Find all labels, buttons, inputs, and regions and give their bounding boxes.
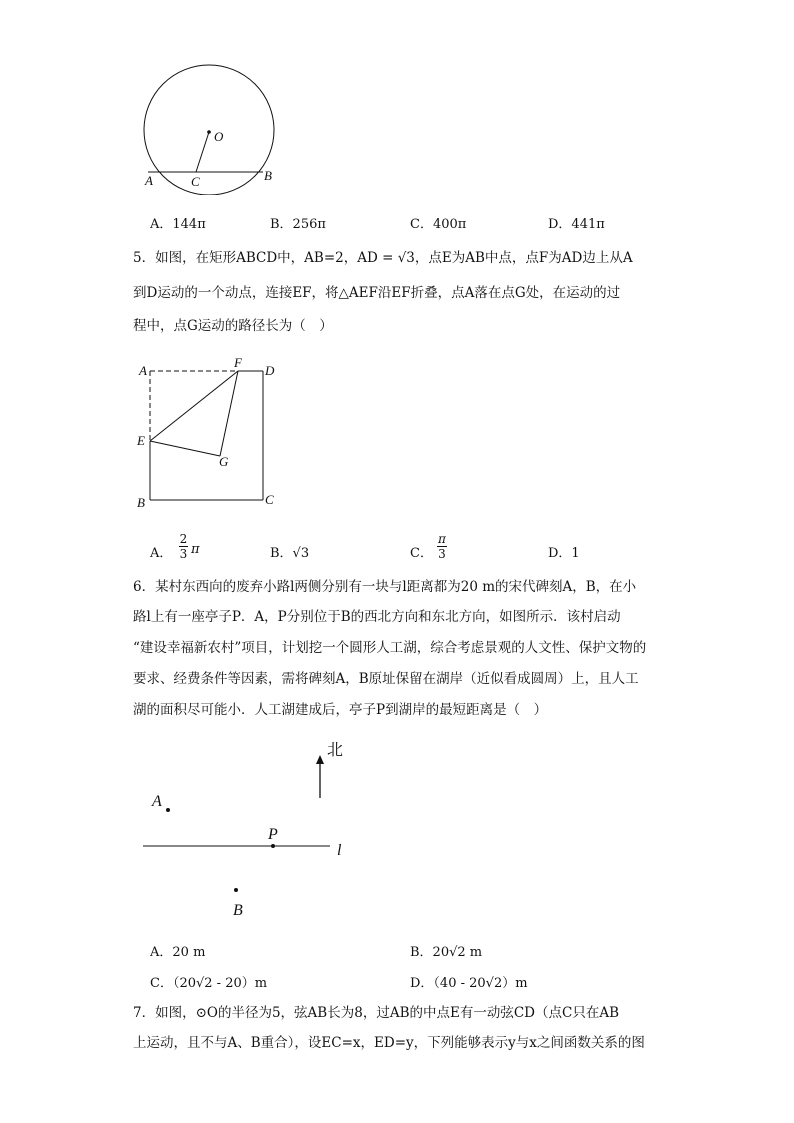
q5-line-2: 到D运动的一个动点，连接EF，将△AEF沿EF折叠，点A落在点G处，在运动的过 [133, 285, 621, 301]
point-p [271, 844, 275, 848]
q6-option-b: B．20√2 m [410, 945, 483, 960]
q4-option-d: D．441π [548, 217, 605, 232]
label-p: P [268, 826, 278, 843]
north-arrow-head [316, 755, 324, 764]
q6-line-2: 路l上有一座亭子P．A，P分别位于B的西北方向和东北方向，如图所示．该村启动 [133, 609, 621, 625]
label-f: F [234, 355, 242, 370]
q6-line-3: “建设幸福新农村”项目，计划挖一个圆形人工湖，综合考虑景观的人文性、保护文物的 [133, 640, 647, 656]
label-b: B [233, 902, 243, 919]
center-point-o [207, 130, 211, 134]
segment-eg [150, 441, 220, 456]
label-a: A [145, 173, 153, 188]
q6-option-d: D．（40 - 20√2）m [410, 976, 528, 991]
q5-option-b: B．√3 [270, 546, 310, 561]
q5-line-3: 程中，点G运动的路径长为（ ） [133, 318, 333, 334]
label-l: l [337, 842, 342, 859]
label-e: E [137, 433, 145, 448]
rectangle-figure [135, 355, 285, 515]
lake-figure [135, 730, 365, 925]
q4-option-b: B．256π [270, 217, 326, 232]
label-north: 北 [327, 742, 344, 759]
label-d: D [265, 363, 275, 378]
point-b [234, 888, 238, 892]
q7-line-2: 上运动，且不与A、B重合），设EC=x，ED=y，下列能够表示y与x之间函数关系的图 [133, 1035, 645, 1051]
q6-line-5: 湖的面积尽可能小．人工湖建成后，亭子P到湖岸的最短距离是（ ） [133, 702, 548, 718]
label-a: A [152, 793, 162, 810]
label-o: O [214, 129, 224, 144]
circle-o [144, 65, 274, 195]
q4-option-a: A．144π [150, 217, 206, 232]
circle-figure [135, 60, 285, 195]
label-c: C [191, 174, 200, 189]
q4-option-c: C．400π [410, 217, 467, 232]
q7-line-1: 7．如图，⊙O的半径为5，弦AB长为8，过AB的中点E有一动弦CD（点C只在AB [133, 1005, 619, 1021]
q6-line-1: 6．某村东西向的废弃小路l两侧分别有一块与l距离都为20 m的宋代碑刻A，B，在小 [133, 579, 637, 595]
q6-option-a: A．20 m [150, 945, 206, 960]
segment-oc [196, 132, 209, 172]
q5-option-d: D．1 [548, 546, 580, 561]
q5-line-1: 5．如图，在矩形ABCD中，AB=2，AD = √3，点E为AB中点，点F为AD边上从A [133, 250, 633, 266]
label-b: B [264, 168, 272, 183]
q6-option-c: C．（20√2 - 20）m [150, 976, 268, 991]
label-a: A [139, 363, 147, 378]
label-c: C [265, 492, 274, 507]
label-b: B [137, 495, 145, 510]
q6-line-4: 要求、经费条件等因素，需将碑刻A，B原址保留在湖岸（近似看成圆周）上，且人工 [133, 671, 639, 687]
point-a [166, 808, 170, 812]
segment-ef [150, 371, 238, 441]
label-g: G [219, 454, 229, 469]
